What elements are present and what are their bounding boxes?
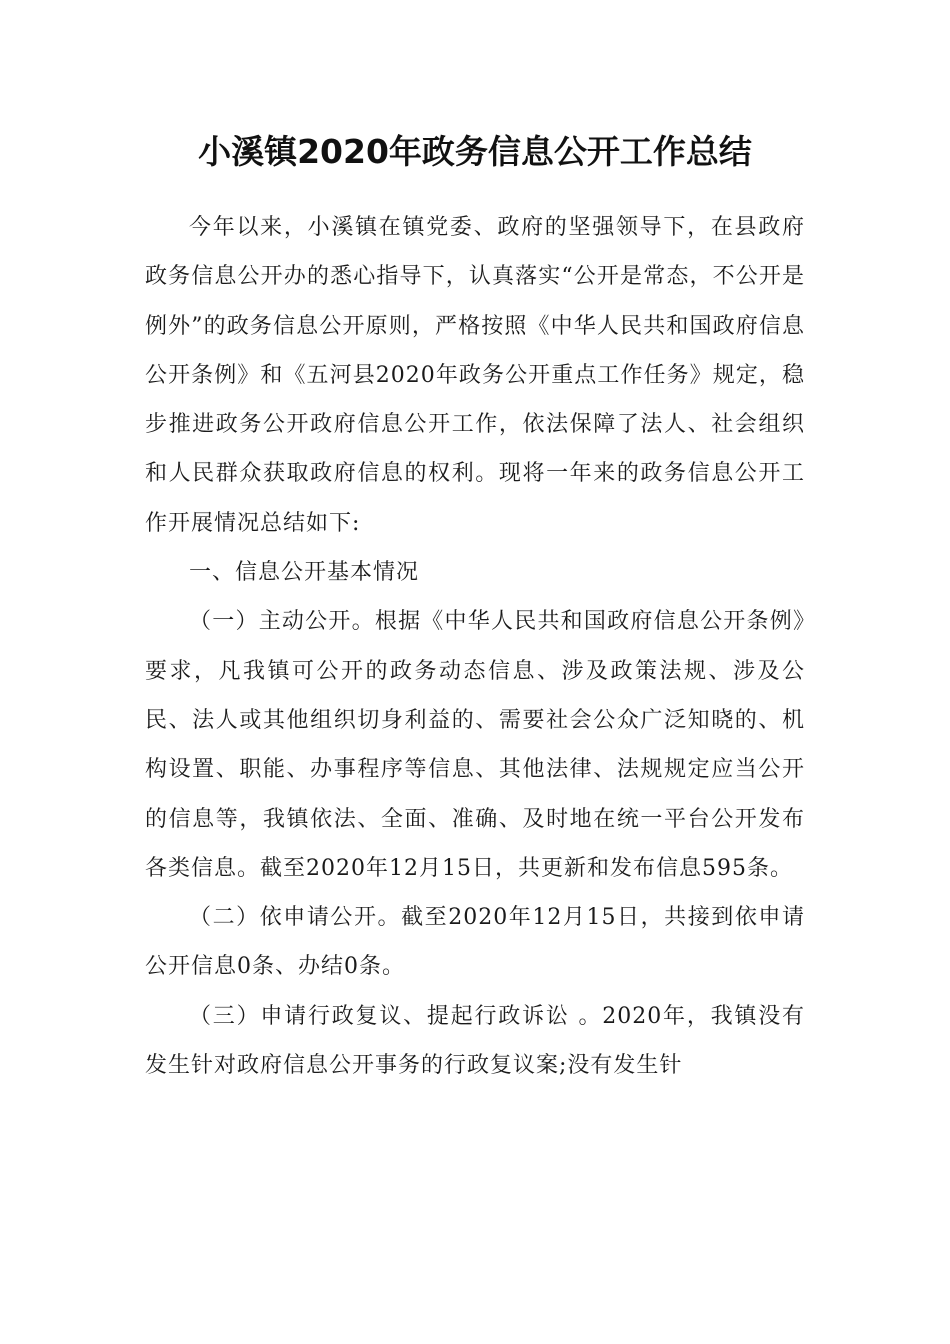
intro-paragraph: 今年以来，小溪镇在镇党委、政府的坚强领导下，在县政府政务信息公开办的悉心指导下，认真落实“公开是常态，不公开是例外”的政务信息公开原则，严格按照《中华人民共和国政府信息公开条例》和《五河县2020年政务公开重点工作任务》规定，稳步推进政务公开政府信息公开工作，依法保障了法人、社会组织和人民群众获取政府信息的权利。现将一年来的政务信息公开工作开展情况总结如下: — [145, 215, 805, 536]
section-heading-basic-info: 一、信息公开基本情况 — [189, 560, 420, 586]
paragraph-active-disclosure: （一）主动公开。根据《中华人民共和国政府信息公开条例》要求，凡我镇可公开的政务动态信息、涉及政策法规、涉及公民、法人或其他组织切身利益的、需要社会公众广泛知晓的、机构设置、职能、办事程序等信息、其他法律、法规规定应当公开的信息等，我镇依法、全面、准确、及时地在统一平台公开发布各类信息。截至2020年12月15日，共更新和发布信息595条。 — [145, 609, 805, 881]
document-title: 小溪镇2020年政务信息公开工作总结 — [198, 132, 752, 171]
paragraph-review-litigation: （三）申请行政复议、提起行政诉讼 。2020年，我镇没有发生针对政府信息公开事务的行政复议案;没有发生针 — [145, 1003, 805, 1079]
document-body — [145, 203, 805, 1090]
paragraph-request-disclosure: （二）依申请公开。截至2020年12月15日，共接到依申请公开信息0条、办结0条。 — [145, 905, 805, 980]
